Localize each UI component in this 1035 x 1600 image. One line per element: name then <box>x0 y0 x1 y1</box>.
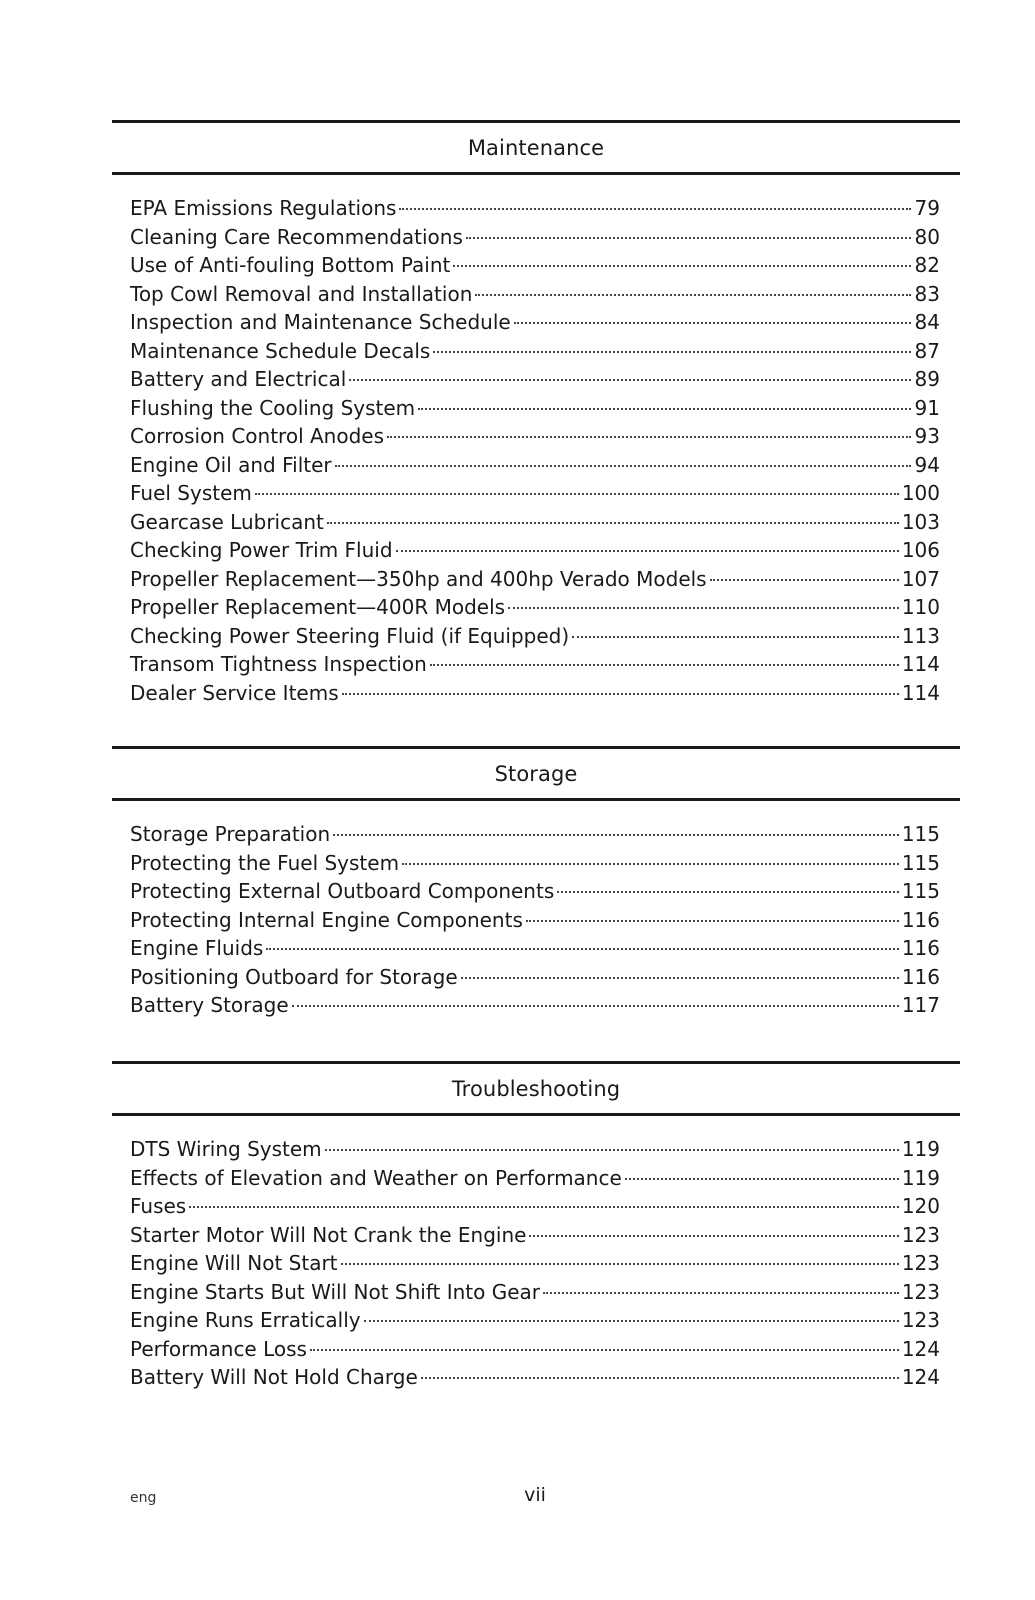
toc-entry-title: Fuel System <box>130 481 252 505</box>
toc-entry-page: 110 <box>901 595 940 619</box>
dot-leader <box>572 635 899 638</box>
toc-entry-title: Storage Preparation <box>130 822 331 846</box>
toc-list <box>112 1116 960 1392</box>
toc-entry-page: 116 <box>901 964 940 989</box>
toc-entry-page: 80 <box>914 224 940 249</box>
toc-entry[interactable] <box>130 223 940 252</box>
toc-entry-title: Flushing the Cooling System <box>130 395 416 420</box>
toc-entry-page: 114 <box>901 652 940 676</box>
toc-entry-page: 116 <box>901 907 940 932</box>
toc-entry-title: Protecting Internal Engine Components <box>130 907 523 932</box>
toc-entry-title: Engine Will Not Start <box>130 1251 338 1275</box>
toc-entry[interactable] <box>130 308 940 337</box>
toc-entry-title: Cleaning Care Recommendations <box>130 224 463 249</box>
footer-page-number: vii <box>524 1484 546 1506</box>
toc-list <box>112 175 960 707</box>
toc-entry[interactable] <box>130 565 940 594</box>
dot-leader <box>327 521 899 524</box>
dot-leader <box>342 692 899 695</box>
footer-language-code: eng <box>130 1490 157 1506</box>
toc-entry-title: Protecting the Fuel System <box>130 850 400 875</box>
toc-entry[interactable] <box>130 1192 940 1221</box>
dot-leader <box>255 492 899 495</box>
toc-entry[interactable] <box>130 1135 940 1164</box>
toc-entry-title: Fuses <box>130 1194 187 1218</box>
dot-leader <box>266 947 899 950</box>
dot-leader <box>387 435 911 438</box>
toc-entry-title: Battery Will Not Hold Charge <box>130 1365 418 1389</box>
toc-entry[interactable] <box>130 1278 940 1307</box>
toc-entry[interactable] <box>130 1249 940 1278</box>
toc-entry[interactable] <box>130 422 940 451</box>
toc-entry[interactable] <box>130 1221 940 1250</box>
dot-leader <box>418 407 911 410</box>
toc-entry[interactable] <box>130 479 940 508</box>
toc-entry[interactable] <box>130 820 940 849</box>
dot-leader <box>453 264 911 267</box>
toc-entry-title: Inspection and Maintenance Schedule <box>130 310 511 334</box>
toc-entry-title: Performance Loss <box>130 1336 307 1361</box>
toc-entry-page: 93 <box>914 424 940 448</box>
dot-leader <box>396 549 899 552</box>
toc-entry-title: Checking Power Trim Fluid <box>130 538 393 562</box>
toc-entry-title: Battery and Electrical <box>130 367 347 391</box>
toc-entry-title: Propeller Replacement—350hp and 400hp Verado Models <box>130 566 707 591</box>
toc-entry[interactable] <box>130 877 940 906</box>
toc-entry-page: 115 <box>901 850 940 875</box>
toc-entry-page: 119 <box>901 1165 940 1190</box>
toc-entry-page: 114 <box>901 680 940 705</box>
toc-entry-title: Dealer Service Items <box>130 680 339 705</box>
toc-entry-title: Starter Motor Will Not Crank the Engine <box>130 1222 527 1247</box>
toc-entry[interactable] <box>130 1335 940 1364</box>
toc-entry-page: 115 <box>901 879 940 903</box>
toc-entry-page: 124 <box>901 1336 940 1361</box>
dot-leader <box>341 1262 899 1265</box>
toc-entry[interactable] <box>130 849 940 878</box>
toc-entry-page: 84 <box>914 310 940 334</box>
toc-entry-page: 123 <box>901 1251 940 1275</box>
dot-leader <box>333 833 899 836</box>
toc-entry-title: Checking Power Steering Fluid (if Equipped) <box>130 623 570 648</box>
toc-entry-page: 123 <box>901 1222 940 1247</box>
toc-entry[interactable] <box>130 1306 940 1335</box>
toc-entry-page: 87 <box>914 338 940 363</box>
toc-entry-page: 115 <box>901 822 940 846</box>
dot-leader <box>475 293 911 296</box>
dot-leader <box>557 890 899 893</box>
toc-entry-title: Top Cowl Removal and Installation <box>130 281 473 306</box>
toc-entry-title: Gearcase Lubricant <box>130 509 324 534</box>
dot-leader <box>310 1348 899 1351</box>
dot-leader <box>466 236 911 239</box>
dot-leader <box>421 1376 899 1379</box>
toc-section-troubleshooting <box>112 1061 960 1392</box>
toc-entry-page: 123 <box>901 1279 940 1304</box>
dot-leader <box>526 919 899 922</box>
toc-entry[interactable] <box>130 451 940 480</box>
toc-entry-title: Battery Storage <box>130 993 289 1017</box>
toc-entry-title: Engine Starts But Will Not Shift Into Gear <box>130 1279 540 1304</box>
section-heading: Troubleshooting <box>112 1061 960 1116</box>
toc-entry-page: 113 <box>901 623 940 648</box>
toc-entry-title: Propeller Replacement—400R Models <box>130 595 506 619</box>
toc-entry[interactable] <box>130 906 940 935</box>
dot-leader <box>189 1205 899 1208</box>
dot-leader <box>364 1319 899 1322</box>
dot-leader <box>430 663 899 666</box>
section-heading: Maintenance <box>112 120 960 175</box>
toc-entry[interactable] <box>130 1363 940 1392</box>
dot-leader <box>543 1291 899 1294</box>
toc-entry-title: Corrosion Control Anodes <box>130 424 385 448</box>
dot-leader <box>335 464 911 467</box>
toc-entry-page: 117 <box>901 993 940 1017</box>
toc-entry[interactable] <box>130 963 940 992</box>
toc-entry[interactable] <box>130 508 940 537</box>
toc-entry-page: 89 <box>914 367 940 391</box>
toc-entry[interactable] <box>130 251 940 280</box>
toc-entry-page: 120 <box>901 1194 940 1218</box>
toc-entry-page: 106 <box>901 538 940 562</box>
toc-entry-title: Positioning Outboard for Storage <box>130 964 458 989</box>
toc-section-storage <box>112 746 960 1020</box>
toc-entry[interactable] <box>130 679 940 708</box>
toc-entry-page: 79 <box>914 196 940 220</box>
toc-entry-page: 123 <box>901 1308 940 1332</box>
dot-leader <box>433 350 911 353</box>
toc-entry-title: DTS Wiring System <box>130 1137 322 1161</box>
toc-entry[interactable] <box>130 650 940 679</box>
toc-entry[interactable] <box>130 622 940 651</box>
toc-entry[interactable] <box>130 991 940 1020</box>
toc-entry[interactable] <box>130 394 940 423</box>
toc-entry[interactable] <box>130 365 940 394</box>
toc-entry-page: 83 <box>914 281 940 306</box>
toc-entry-title: Protecting External Outboard Components <box>130 879 555 903</box>
dot-leader <box>529 1234 898 1237</box>
dot-leader <box>461 976 899 979</box>
dot-leader <box>325 1148 899 1151</box>
toc-entry-title: Maintenance Schedule Decals <box>130 338 431 363</box>
dot-leader <box>625 1177 899 1180</box>
toc-entry-page: 100 <box>901 481 940 505</box>
toc-entry-page: 103 <box>901 509 940 534</box>
toc-entry-title: Engine Oil and Filter <box>130 452 332 477</box>
dot-leader <box>292 1004 899 1007</box>
toc-entry[interactable] <box>130 536 940 565</box>
dot-leader <box>402 862 899 865</box>
section-heading: Storage <box>112 746 960 801</box>
dot-leader <box>349 378 911 381</box>
toc-entry[interactable] <box>130 1164 940 1193</box>
toc-entry-page: 116 <box>901 936 940 960</box>
toc-section-maintenance <box>112 120 960 707</box>
toc-entry-title: Transom Tightness Inspection <box>130 652 427 676</box>
toc-entry-page: 107 <box>901 566 940 591</box>
toc-entry[interactable] <box>130 593 940 622</box>
toc-entry[interactable] <box>130 934 940 963</box>
dot-leader <box>710 578 899 581</box>
toc-entry[interactable] <box>130 337 940 366</box>
toc-entry[interactable] <box>130 280 940 309</box>
toc-entry-title: EPA Emissions Regulations <box>130 196 397 220</box>
dot-leader <box>508 606 899 609</box>
toc-entry[interactable] <box>130 194 940 223</box>
toc-entry-page: 119 <box>901 1137 940 1161</box>
toc-entry-page: 94 <box>914 452 940 477</box>
toc-entry-title: Use of Anti-fouling Bottom Paint <box>130 253 451 277</box>
dot-leader <box>514 321 911 324</box>
toc-entry-page: 91 <box>914 395 940 420</box>
toc-entry-title: Engine Fluids <box>130 936 264 960</box>
toc-entry-title: Effects of Elevation and Weather on Performance <box>130 1165 622 1190</box>
toc-entry-page: 82 <box>914 253 940 277</box>
dot-leader <box>399 207 911 210</box>
toc-entry-page: 124 <box>901 1365 940 1389</box>
toc-list <box>112 801 960 1020</box>
toc-entry-title: Engine Runs Erratically <box>130 1308 361 1332</box>
